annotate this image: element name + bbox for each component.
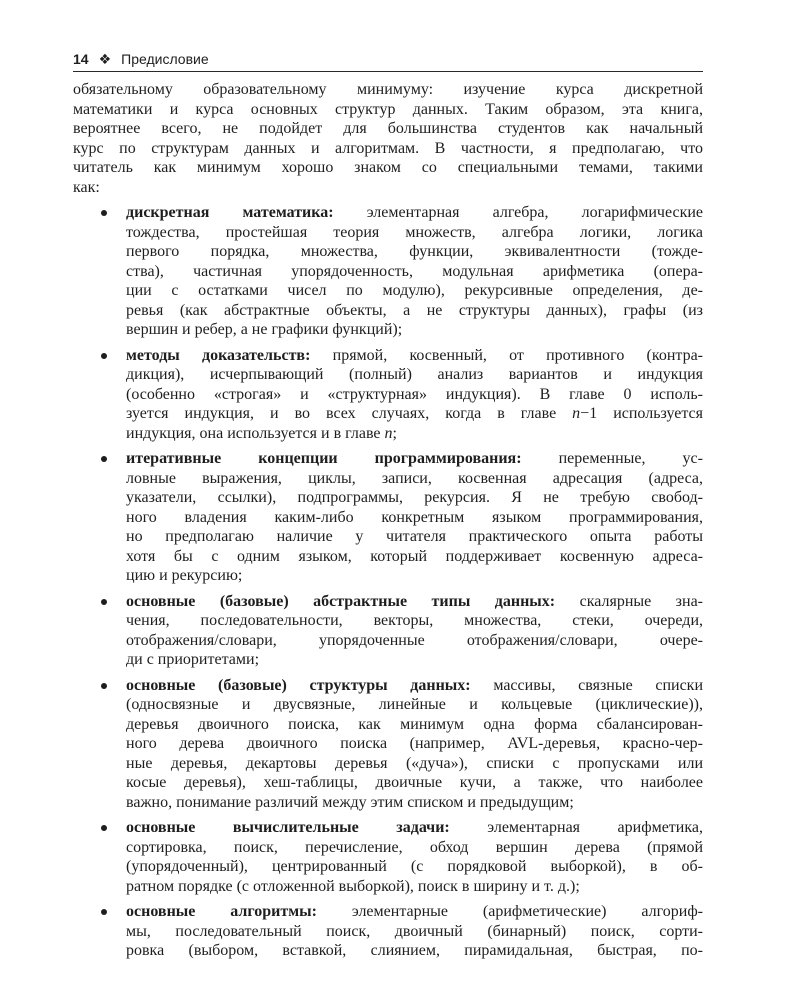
item-text: массивы, связные списки [493,676,704,694]
text-line: ратном порядке (с отложенной выборкой), поиск в ширину и т. д.); [126,877,580,895]
text-line: (односвязные и двусвязные, линейные и кольцевые (циклические)), [126,696,703,713]
page-body [73,80,703,967]
text-line: ревья (как абстрактные объекты, а не структуры данных), графы (из [126,301,703,319]
item-text: элементарная арифметика, [487,819,703,836]
ornament-icon: ❖ [98,51,112,67]
item-term: основные вычислительные задачи: [126,819,450,836]
text-line: тождества, простейшая теория множеств, алгебра логики, логика [126,223,703,241]
text-line: (особенно «строгая» и «структурная» индукция). В главе 0 исполь- [126,385,703,403]
list-item-computational-tasks [73,818,703,896]
text-run: зуется индукция, и во всех случаях, когда в главе [126,405,573,422]
item-term: методы доказательств: [126,346,311,364]
item-text: переменные, ус- [558,450,703,467]
bullet-icon [101,456,107,462]
text-line: но предполагаю наличие у читателя практического опыта работы [126,528,703,545]
item-term: итеративные концепции программирования: [126,450,522,467]
text-line: ные деревья, декартовы деревья («дуча»), списки с пропусками или [126,754,703,772]
list-item-data-structures [73,676,703,813]
text-line: (упорядоченный), центрированный (с порядковой выборкой), в об- [126,858,703,875]
item-term: основные (базовые) структуры данных: [126,676,471,694]
text-run: индукция, она используется и в главе [126,424,385,442]
text-line: важно, понимание различий между этим списком и предыдущим; [126,793,574,811]
bullet-icon [101,825,107,831]
text-line: сортировка, поиск, перечисление, обход вершин дерева (прямой [126,838,703,856]
bullet-icon [101,909,107,915]
text-line: обязательному образовательному минимуму: изучение курса дискретной [73,81,703,98]
text-line: деревья двоичного поиска, как минимум одна форма сбалансирован- [126,715,703,733]
intro-paragraph [73,80,703,197]
item-text: элементарная алгебра, логарифмические [366,204,703,221]
item-text: скалярные зна- [579,592,703,610]
text-line: ди с приоритетами; [126,651,260,668]
text-line: первого порядка, множества, функции, эквивалентности (тожде- [126,243,703,260]
running-head [73,50,703,72]
prerequisite-list [73,203,703,961]
section-title: Предисловие [121,51,209,67]
item-text: элементарные (арифметические) алгориф- [351,903,704,920]
text-line: ного дерева двоичного поиска (например, AVL-деревья, красно-чер- [126,735,703,752]
text-line: мы, последовательный поиск, двоичный (бинарный) поиск, сорти- [126,922,703,940]
text-run: −1 используется [580,405,704,422]
text-line: вершин и ребер, а не графики функций); [126,321,403,338]
text-line: ства), частичная упорядоченность, модульная арифметика (опера- [126,262,703,280]
text-line: чения, последовательности, векторы, множества, стеки, очереди, [126,612,703,629]
item-term: основные (базовые) абстрактные типы данных: [126,592,556,610]
list-item-abstract-data-types [73,592,703,670]
text-line: отображения/словари, упорядоченные отображения/словари, очере- [126,631,703,649]
text-line: косые деревья), хеш-таблицы, двоичные кучи, а также, что наиболее [126,774,703,791]
text-line: указатели, ссылки), подпрограммы, рекурсия. Я не требую свобод- [126,489,703,506]
text-line: ного владения каким-либо конкретным языком программирования, [126,508,703,526]
bullet-icon [101,210,107,216]
text-line [126,424,703,444]
text-line [126,404,703,424]
list-item-basic-algorithms [73,902,703,961]
text-run: ; [392,424,397,442]
math-variable: n [572,405,581,422]
text-line: ции с остатками чисел по модулю), рекурсивные определения, де- [126,282,703,299]
text-line: как: [73,178,100,196]
text-line: курс по структурам данных и алгоритмам. В частности, я предполагаю, что [73,139,703,157]
item-term: основные алгоритмы: [126,903,317,920]
text-line: читатель как минимум хорошо знаком со специальными темами, такими [73,159,703,176]
math-variable: n [384,424,393,442]
text-line: дикция), исчерпывающий (полный) анализ вариантов и индукция [126,366,703,383]
list-item-discrete-math [73,203,703,340]
bullet-icon [101,683,107,689]
bullet-icon [101,599,107,605]
page-number: 14 [73,51,89,67]
text-line: математики и курса основных структур данных. Таким образом, эта книга, [73,100,703,118]
bullet-icon [101,353,107,359]
text-line: ровка (выбором, вставкой, слиянием, пирамидальная, быстрая, по- [126,942,703,959]
list-item-iterative-programming [73,449,703,586]
item-text: прямой, косвенный, от противного (контра- [332,346,703,364]
text-line: вероятнее всего, не подойдет для большинства студентов как начальный [73,120,703,137]
list-item-proof-methods [73,346,703,444]
text-line: ловные выражения, циклы, записи, косвенная адресация (адреса, [126,469,703,487]
item-term: дискретная математика: [126,204,334,221]
text-line: хотя бы с одним языком, который поддерживает косвенную адреса- [126,547,703,565]
text-line: цию и рекурсию; [126,567,243,584]
